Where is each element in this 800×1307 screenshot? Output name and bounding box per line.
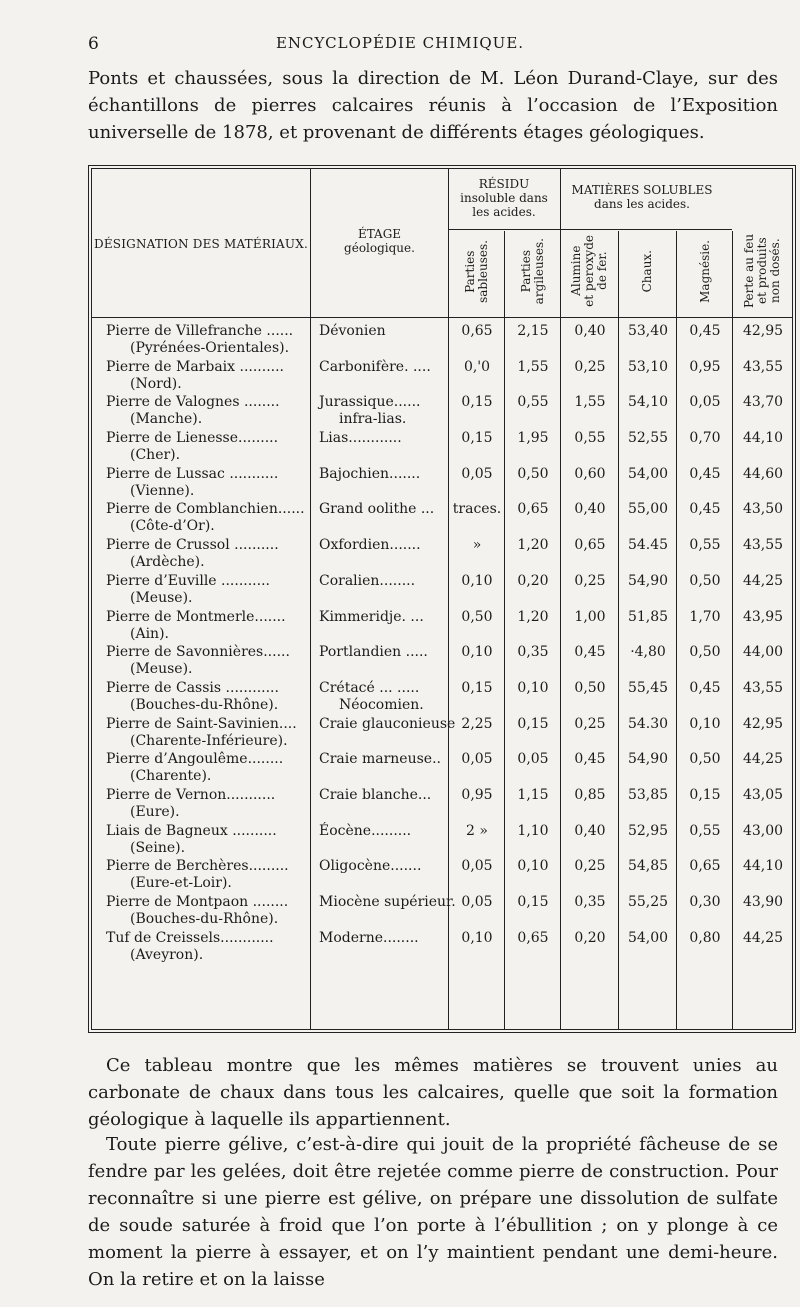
geologic-stage: Bajochien.......: [319, 465, 421, 482]
value-perte: 44,25: [742, 572, 784, 589]
value-argileuses: 1,15: [517, 786, 549, 803]
value-perte: 43,70: [742, 394, 784, 411]
value-alumine: 0,50: [574, 679, 606, 696]
value-magnesie: 0,45: [689, 465, 721, 482]
value-chaux: 55,25: [627, 894, 669, 910]
value-perte: 43,95: [742, 608, 784, 625]
material-region: (Pyrénées-Orientales).: [130, 340, 290, 356]
value-alumine: 0,25: [574, 358, 606, 375]
material-name: Pierre de Cassis ............ (Bouches-du-Rhône).: [106, 680, 311, 714]
table-row: [92, 357, 792, 393]
conclusion-paragraph: Ce tableau montre que les mêmes matières se trouvent unies au carbonate de chaux dans tous les calcaires, quelle que soit la formation géologique à laquelle ils appartiennent.: [88, 1055, 778, 1130]
value-sableuses: 0,50: [461, 608, 493, 625]
table-row: [92, 464, 792, 500]
geologic-stage: Portlandien .....: [319, 644, 428, 661]
value-alumine: 0,45: [574, 644, 606, 661]
value-chaux: 54,85: [627, 858, 669, 875]
value-chaux: 54,10: [627, 394, 669, 411]
geologic-stage: Craie glauconieuse: [319, 715, 456, 732]
material-region: (Nord).: [130, 375, 182, 392]
table-row: [92, 571, 792, 607]
value-magnesie: 0,95: [689, 358, 721, 375]
geologic-substage: Néocomien.: [339, 696, 424, 713]
geologic-stage: Kimmeridje. ...: [319, 608, 424, 625]
value-magnesie: 0,05: [689, 394, 721, 411]
value-magnesie: 0,50: [689, 751, 721, 768]
table-row: [92, 535, 792, 571]
value-sableuses: 2,25: [461, 715, 493, 732]
material-region: (Bouches-du-Rhône).: [130, 696, 279, 713]
value-alumine: 0,40: [574, 323, 606, 339]
material-name: Pierre de Lienesse......... (Cher).: [106, 430, 311, 464]
value-chaux: 52,55: [627, 430, 669, 447]
material-region: (Meuse).: [130, 589, 193, 606]
table-body: [92, 321, 792, 963]
value-chaux: 54,00: [627, 929, 669, 946]
value-sableuses: 0,'0: [463, 358, 491, 375]
value-magnesie: 0,45: [689, 679, 721, 696]
material-name: Pierre de Marbaix .......... (Nord).: [106, 359, 311, 393]
value-alumine: 0,35: [574, 894, 606, 910]
page-number: 6: [88, 34, 99, 54]
value-sableuses: 0,65: [461, 323, 493, 339]
material-name: Pierre de Savonnières...... (Meuse).: [106, 644, 311, 678]
material-name: Pierre de Crussol .......... (Ardèche).: [106, 537, 311, 571]
material-region: (Côte-d’Or).: [130, 518, 215, 535]
value-argileuses: 1,55: [517, 358, 549, 375]
value-alumine: 0,25: [574, 572, 606, 589]
table-row: [92, 749, 792, 785]
value-sableuses: 0,15: [461, 394, 493, 411]
material-region: (Charente).: [130, 768, 212, 785]
header-rule: [92, 317, 792, 318]
value-magnesie: 0,45: [689, 501, 721, 518]
value-alumine: 0,60: [574, 465, 606, 482]
geologic-stage: Lias............: [319, 430, 402, 447]
geologic-stage: Éocène.........: [319, 822, 412, 839]
value-alumine: 0,20: [574, 929, 606, 946]
geologic-stage: Grand oolithe ...: [319, 501, 435, 518]
material-region: (Manche).: [130, 411, 203, 428]
value-argileuses: 0,65: [517, 501, 549, 518]
table-row: [92, 928, 792, 964]
material-region: (Vienne).: [130, 482, 195, 499]
value-argileuses: 1,20: [517, 608, 549, 625]
material-region: (Aveyron).: [130, 946, 204, 963]
material-region: (Meuse).: [130, 661, 193, 678]
value-perte: 44,10: [742, 858, 784, 875]
material-name: Pierre de Villefranche ...... (Pyrénées-Orientales).: [106, 323, 311, 357]
value-alumine: 1,55: [574, 394, 606, 411]
group-rule: [448, 229, 560, 230]
geologic-stage: Jurassique...... infra-lias.: [319, 394, 449, 428]
table-row: [92, 856, 792, 892]
value-argileuses: 0,35: [517, 644, 549, 661]
value-perte: 43,55: [742, 358, 784, 375]
material-name: Pierre d’Angoulême........ (Charente).: [106, 751, 311, 785]
gelive-paragraph: Toute pierre gélive, c’est-à-dire qui jouit de la propriété fâcheuse de se fendre par les gelées, doit être rejetée comme pierre de construction. Pour reconnaître si une pierre est gélive, on prépare une dissolution de sulfate de soude saturée à froid que l’on porte à l’ébullition ; on y plonge à ce moment la pierre à essayer, et on l’y maintient pendant une demi-heure. On la retire et on la laisse: [88, 1134, 778, 1290]
table-row: [92, 499, 792, 535]
value-argileuses: 0,50: [517, 465, 549, 482]
value-chaux: 54,00: [627, 465, 669, 482]
value-alumine: 1,00: [574, 608, 606, 625]
header-chaux: Chaux.: [639, 249, 654, 293]
value-magnesie: 0,55: [689, 822, 721, 839]
value-perte: 44,60: [742, 465, 784, 482]
composition-table: [88, 165, 796, 1033]
value-sableuses: 0,05: [461, 465, 493, 482]
value-sableuses: traces.: [452, 501, 502, 518]
value-sableuses: 0,10: [461, 644, 493, 661]
group-rule: [560, 229, 732, 230]
material-region: (Charente-Inférieure).: [130, 732, 288, 749]
value-sableuses: 0,05: [461, 751, 493, 768]
value-chaux: 54,90: [627, 751, 669, 768]
material-region: (Ain).: [130, 625, 169, 642]
header-sableuses: Parties sableuses.: [463, 239, 490, 303]
value-alumine: 0,25: [574, 858, 606, 875]
table-row: [92, 392, 792, 428]
value-perte: 43,55: [742, 537, 784, 554]
value-sableuses: 0,10: [461, 929, 493, 946]
header-etage: ÉTAGE géologique.: [344, 227, 415, 255]
value-alumine: 0,40: [574, 501, 606, 518]
value-argileuses: 1,10: [517, 822, 549, 839]
geologic-stage: Dévonien: [319, 323, 386, 339]
value-argileuses: 0,55: [517, 394, 549, 411]
value-chaux: 54.45: [627, 537, 669, 554]
header-matieres-solubles: MATIÈRES SOLUBLES dans les acides.: [571, 183, 713, 211]
intro-paragraph: Ponts et chaussées, sous la direction de M. Léon Durand-Claye, sur des échantillons de pierres calcaires réunis à l’occasion de l’Exposition universelle de 1878, et provenant de différents étages géologiques.: [88, 68, 778, 143]
value-magnesie: 0,50: [689, 644, 721, 661]
value-sableuses: 0,15: [461, 430, 493, 447]
table-row: [92, 785, 792, 821]
header-argileuses: Parties argileuses.: [519, 237, 546, 305]
value-perte: 44,10: [742, 430, 784, 447]
value-perte: 44,25: [742, 929, 784, 946]
value-argileuses: 0,10: [517, 679, 549, 696]
value-argileuses: 0,15: [517, 894, 549, 910]
header-designation: DÉSIGNATION DES MATÉRIAUX.: [94, 237, 308, 251]
material-region: (Cher).: [130, 447, 181, 464]
table-row: [92, 892, 792, 928]
value-argileuses: 0,65: [517, 929, 549, 946]
value-alumine: 0,45: [574, 751, 606, 768]
header-alumine: Alumine et peroxyde de fer.: [568, 235, 609, 307]
geologic-stage: Oligocène.......: [319, 858, 422, 875]
value-chaux: ·4,80: [630, 644, 666, 661]
geologic-stage: Coralien........: [319, 572, 416, 589]
value-argileuses: 0,20: [517, 572, 549, 589]
value-argileuses: 1,20: [517, 537, 549, 554]
value-magnesie: 0,10: [689, 715, 721, 732]
value-perte: 43,90: [742, 894, 784, 910]
value-argileuses: 0,10: [517, 858, 549, 875]
value-perte: 43,50: [742, 501, 784, 518]
table-row: [92, 428, 792, 464]
material-name: Pierre de Montpaon ........ (Bouches-du-Rhône).: [106, 894, 311, 928]
value-argileuses: 1,95: [517, 430, 549, 447]
value-magnesie: 0,65: [689, 858, 721, 875]
value-magnesie: 0,70: [689, 430, 721, 447]
value-alumine: 0,55: [574, 430, 606, 447]
value-sableuses: 0,15: [461, 679, 493, 696]
value-perte: 42,95: [742, 715, 784, 732]
table-row: [92, 821, 792, 857]
geologic-stage: Craie marneuse..: [319, 751, 441, 768]
value-perte: 44,25: [742, 751, 784, 768]
value-perte: 43,00: [742, 822, 784, 839]
material-name: Liais de Bagneux .......... (Seine).: [106, 823, 311, 857]
geologic-stage: Moderne........: [319, 929, 419, 946]
material-name: Pierre de Saint-Savinien.... (Charente-Inférieure).: [106, 716, 311, 750]
value-perte: 43,05: [742, 786, 784, 803]
material-region: (Eure).: [130, 803, 180, 820]
value-sableuses: 2 »: [466, 822, 488, 839]
value-sableuses: 0,95: [461, 786, 493, 803]
value-magnesie: 0,15: [689, 786, 721, 803]
value-chaux: 53,85: [627, 786, 669, 803]
value-sableuses: 0,10: [461, 572, 493, 589]
value-argileuses: 2,15: [517, 323, 549, 339]
table-row: [92, 678, 792, 714]
value-argileuses: 0,15: [517, 715, 549, 732]
value-perte: 43,55: [742, 679, 784, 696]
table-row: [92, 642, 792, 678]
material-name: Pierre d’Euville ........... (Meuse).: [106, 573, 311, 607]
material-name: Pierre de Lussac ........... (Vienne).: [106, 466, 311, 500]
value-magnesie: 1,70: [689, 608, 721, 625]
value-argileuses: 0,05: [517, 751, 549, 768]
material-region: (Seine).: [130, 839, 186, 856]
value-sableuses: 0,05: [461, 858, 493, 875]
geologic-stage: Miocène supérieur.: [319, 894, 456, 910]
material-name: Tuf de Creissels............ (Aveyron).: [106, 930, 311, 964]
value-alumine: 0,85: [574, 786, 606, 803]
value-alumine: 0,40: [574, 822, 606, 839]
value-chaux: 53,40: [627, 323, 669, 339]
value-magnesie: 0,50: [689, 572, 721, 589]
geologic-stage: Carbonifère. ....: [319, 358, 431, 375]
value-chaux: 51,85: [627, 608, 669, 625]
geologic-stage: Craie blanche...: [319, 786, 432, 803]
material-name: Pierre de Comblanchien...... (Côte-d’Or).: [106, 501, 311, 535]
header-perte-au-feu: Perte au feu et produits non dosés.: [741, 233, 782, 309]
table-row: [92, 714, 792, 750]
table-row: [92, 607, 792, 643]
table-row: [92, 321, 792, 357]
value-alumine: 0,65: [574, 537, 606, 554]
value-magnesie: 0,30: [689, 894, 721, 910]
material-name: Pierre de Valognes ........ (Manche).: [106, 394, 311, 428]
geologic-stage: Crétacé ... ..... Néocomien.: [319, 680, 449, 714]
header-residu: RÉSIDU insoluble dans les acides.: [460, 177, 548, 219]
material-name: Pierre de Montmerle....... (Ain).: [106, 609, 311, 643]
value-sableuses: 0,05: [461, 894, 493, 910]
value-magnesie: 0,80: [689, 929, 721, 946]
value-magnesie: 0,55: [689, 537, 721, 554]
material-region: (Bouches-du-Rhône).: [130, 911, 279, 927]
value-chaux: 55,45: [627, 679, 669, 696]
value-chaux: 53,10: [627, 358, 669, 375]
value-alumine: 0,25: [574, 715, 606, 732]
running-title: ENCYCLOPÉDIE CHIMIQUE.: [275, 34, 525, 52]
material-region: (Eure-et-Loir).: [130, 875, 232, 892]
value-chaux: 52,95: [627, 822, 669, 839]
value-perte: 42,95: [742, 323, 784, 339]
value-chaux: 54.30: [627, 715, 669, 732]
value-magnesie: 0,45: [689, 323, 721, 339]
geologic-stage: Oxfordien.......: [319, 537, 421, 554]
value-perte: 44,00: [742, 644, 784, 661]
material-name: Pierre de Vernon........... (Eure).: [106, 787, 311, 821]
material-name: Pierre de Berchères......... (Eure-et-Loir).: [106, 858, 311, 892]
geologic-substage: infra-lias.: [339, 411, 407, 428]
material-region: (Ardèche).: [130, 554, 205, 571]
value-sableuses: »: [472, 537, 482, 554]
value-chaux: 54,90: [627, 572, 669, 589]
value-chaux: 55,00: [627, 501, 669, 518]
header-magnesie: Magnésie.: [697, 239, 712, 303]
